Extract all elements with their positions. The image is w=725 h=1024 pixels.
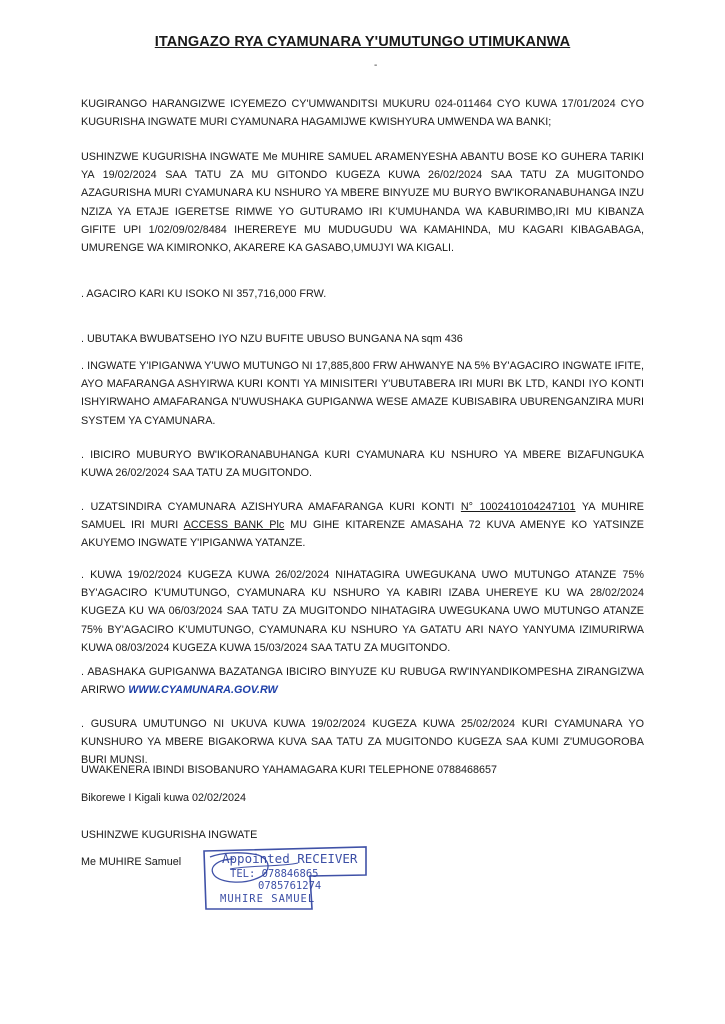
paragraph-bidding-website <box>81 663 644 699</box>
paragraph-payment <box>81 498 644 553</box>
paragraph-auction-announcement: USHINZWE KUGURISHA INGWATE Me MUHIRE SAMUEL ARAMENYESHA ABANTU BOSE KO GUHERA TARIKI YA 19/02/2024 SAA TATU ZA MU GITONDO KUGEZA KUWA 26/02/2024 SAA TATU ZA MUGITONDO AZAGURISHA MURI CYAMUNARA KU NSHURO YA MBERE BINYUZE MU BURYO BW'IKORANABUHANGA INZU NZIZA YA ETAJE IGERETSE RIMWE YO GUTURAMO IRI K'UMUHANDA WA KABURIMBO,IRI MU KIBANZA GIFITE UPI 1/02/09/02/8484 IHEREREYE MU MUDUGUDU WA KAMAHINDA, MU KAGARI KIBAGABAGA, UMURENGE WA KIMIRONKO, AKARERE KA GASABO,UMUJYI WA KIGALI. <box>81 151 644 255</box>
bank-name: ACCESS BANK Plc <box>183 519 285 532</box>
title-mark: - <box>374 60 378 71</box>
stamp-line-3: 0785761274 <box>258 880 322 892</box>
paragraph-bid-guarantee: . INGWATE Y'IPIGANWA Y'UWO MUTUNGO NI 17,885,800 FRW AHWANYE NA 5% BY'AGACIRO INGWATE IFITE, AYO MAFARANGA ASHYIRWA KURI KONTI YA MINISITERI Y'UBUTABERA IRI MURI BK LTD, KANDI IYO KONTI ISHYIRWAHO AMAFARANGA N'UWUSHAKA GUPIGANWA WESE AMAZE KUBISABIRA UBURENGANZIRA MURI SYSTEM YA CYAMUNARA. <box>81 360 644 427</box>
bidding-text: . ABASHAKA GUPIGANWA BAZATANGA IBICIRO BINYUZE KU RUBUGA RW'INYANDIKOMPESHA ZIRANGIZWA ARIRWO <box>81 666 644 697</box>
paragraph-visit-schedule: . GUSURA UMUTUNGO NI UKUVA KUWA 19/02/2024 KUGEZA KUWA 25/02/2024 KURI CYAMUNARA YO KUNSHURO YA MBERE BIGAKORWA KUVA SAA TATU ZA MUGITONDO KUGEZA SAA KUMI Z'UMUGOROBA BURI MUNSI. <box>81 718 644 767</box>
paragraph-market-value: . AGACIRO KARI KU ISOKO NI 357,716,000 FRW. <box>81 288 327 300</box>
notice-title: ITANGAZO RYA CYAMUNARA Y'UMUTUNGO UTIMUKANWA <box>154 34 571 50</box>
payment-text-a: . UZATSINDIRA CYAMUNARA AZISHYURA AMAFARANGA KURI KONTI <box>81 501 461 513</box>
account-number: N° 1002410104247101 <box>460 501 576 513</box>
paragraph-court-decision: KUGIRANGO HARANGIZWE ICYEMEZO CY'UMWANDITSI MUKURU 024-011464 CYO KUWA 17/01/2024 CYO KUGURISHA INGWATE MURI CYAMUNARA HAGAMIJWE KWISHYURA UMWENDA WA BANKI; <box>81 98 644 129</box>
payment-text-c: MU GIHE KITARENZE AMASAHA 72 KUVA AMENYE KO YATSINZE AKUYEMO INGWATE Y'IPIGANWA YATANZE. <box>81 519 644 550</box>
signatory-name: Me MUHIRE Samuel <box>81 856 182 868</box>
stamp-line-1: Appointed RECEIVER <box>222 851 358 866</box>
stamp-line-2: TEL: 078846865 <box>230 868 319 880</box>
contact-line: UWAKENERA IBINDI BISOBANURO YAHAMAGARA KURI TELEPHONE 0788468657 <box>81 764 498 776</box>
date-line: Bikorewe I Kigali kuwa 02/02/2024 <box>81 792 247 804</box>
paragraph-land-size: . UBUTAKA BWUBATSEHO IYO NZU BUFITE UBUSO BUNGANA NA sqm 436 <box>81 333 463 345</box>
payment-text-b: YA MUHIRE SAMUEL IRI MURI <box>81 501 644 532</box>
signatory-title: USHINZWE KUGURISHA INGWATE <box>81 829 258 841</box>
paragraph-auction-rounds: . KUWA 19/02/2024 KUGEZA KUWA 26/02/2024 NIHATAGIRA UWEGUKANA UWO MUTUNGO ATANZE 75% BY'AGACIRO K'UMUTUNGO, CYAMUNARA KU NSHURO YA KABIRI IZABA UHEREYE KU WA 28/02/2024 KUGEZA KU WA 06/03/2024 SAA TATU ZA MUGITONDO NIHATAGIRA UWEGUKANA UWO MUTUNGO ATANZE 75% BY'AGACIRO K'UMUTUNGO, CYAMUNARA KU NSHURO YA GATATU ARI NAYO YANYUMA IZIMURIRWA KUWA 08/03/2024 KUGEZA KUWA 15/03/2024 SAA TATU ZA MUGITONDO. <box>81 569 644 654</box>
cyamunara-link[interactable]: WWW.CYAMUNARA.GOV.RW <box>128 684 278 697</box>
paragraph-bid-opening: . IBICIRO MUBURYO BW'IKORANABUHANGA KURI CYAMUNARA KU NSHURO YA MBERE BIZAFUNGUKA KUWA 26/02/2024 SAA TATU ZA MUGITONDO. <box>81 449 644 480</box>
stamp-line-4: MUHIRE SAMUEL <box>220 893 316 905</box>
receiver-stamp <box>200 845 368 911</box>
